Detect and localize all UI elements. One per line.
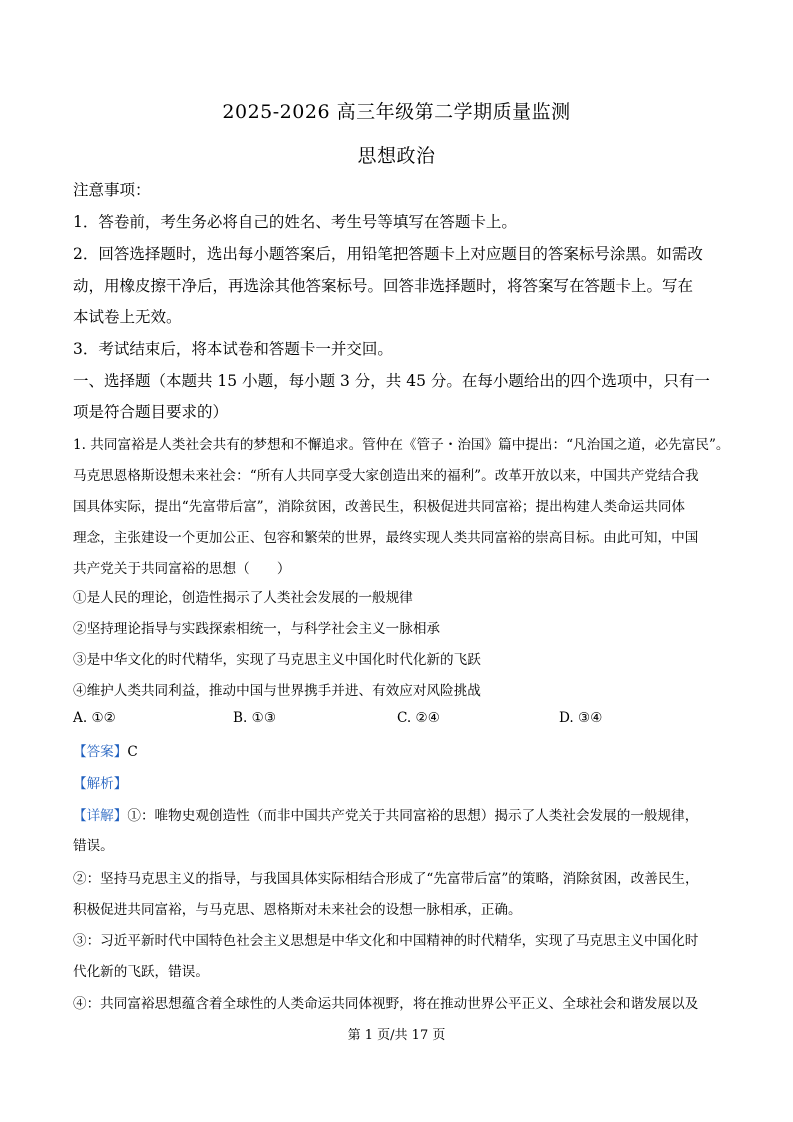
answer-value: C xyxy=(127,744,138,760)
notice-item: 本试卷上无效。 xyxy=(73,308,182,326)
analysis-label: 【解析】 xyxy=(73,776,128,792)
question-stem-line: 理念，主张建设一个更加公正、包容和繁荣的世界，最终实现人类共同富裕的崇高目标。由此可知，中国 xyxy=(73,530,699,546)
analysis-line: 【详解】①：唯物史观创造性（而非中国共产党关于共同富裕的思想）揭示了人类社会发展的一般规律， xyxy=(73,808,699,824)
analysis-line: 错误。 xyxy=(73,838,114,854)
statement-3: ③是中华文化的时代精华，实现了马克思主义中国化时代化新的飞跃 xyxy=(73,652,481,668)
analysis-line: 积极促进共同富裕，与马克思、恩格斯对未来社会的设想一脉相承，正确。 xyxy=(73,902,522,918)
statement-2: ②坚持理论指导与实践探索相统一，与科学社会主义一脉相承 xyxy=(73,621,441,637)
exam-title: 2025-2026 高三年级第二学期质量监测 xyxy=(222,101,571,123)
analysis-line: ③：习近平新时代中国特色社会主义思想是中华文化和中国精神的时代精华，实现了马克思主义中国化时 xyxy=(73,933,699,949)
option-a: A. ①② xyxy=(73,710,116,726)
section-heading: 一、选择题（本题共 15 小题，每小题 3 分，共 45 分。在每小题给出的四个选项中，只有一 xyxy=(73,372,710,390)
analysis-line: ④：共同富裕思想蕴含着全球性的人类命运共同体视野，将在推动世界公平正义、全球社会和谐发展以及 xyxy=(73,996,699,1012)
question-stem-line: 马克思恩格斯设想未来社会：“所有人共同享受大家创造出来的福利”。改革开放以来，中国共产党结合我 xyxy=(73,468,699,484)
question-stem-line: 共产党关于共同富裕的思想（ ） xyxy=(73,561,291,577)
option-d: D. ③④ xyxy=(559,710,603,726)
question-stem-line: 1. 共同富裕是人类社会共有的梦想和不懈追求。管仲在《管子・治国》篇中提出：“凡治国之道，必先富民”。 xyxy=(73,437,730,453)
notice-heading: 注意事项： xyxy=(73,181,151,199)
notice-item: 3．考试结束后，将本试卷和答题卡一并交回。 xyxy=(73,340,393,358)
answer-line xyxy=(73,740,733,760)
analysis-line: 代化新的飞跃，错误。 xyxy=(73,964,209,980)
statement-1: ①是人民的理论，创造性揭示了人类社会发展的一般规律 xyxy=(73,590,413,606)
option-c: C. ②④ xyxy=(397,710,440,726)
notice-item: 2．回答选择题时，选出每小题答案后，用铅笔把答题卡上对应题目的答案标号涂黑。如需改 xyxy=(73,245,703,263)
page-number: 第 1 页/共 17 页 xyxy=(347,1028,446,1043)
statement-4: ④维护人类共同利益，推动中国与世界携手并进、有效应对风险挑战 xyxy=(73,683,481,699)
notice-item: 1．答卷前，考生务必将自己的姓名、考生号等填写在答题卡上。 xyxy=(73,213,517,231)
section-heading-cont: 项是符合题目要求的） xyxy=(73,403,229,421)
subject-title: 思想政治 xyxy=(357,145,436,167)
answer-label: 【答案】 xyxy=(73,744,128,760)
analysis-line: ②：坚持马克思主义的指导，与我国具体实际相结合形成了“先富带后富”的策略，消除贫困，改善民生， xyxy=(73,871,699,887)
question-stem-line: 国具体实际，提出“先富带后富”，消除贫困，改善民生，积极促进共同富裕；提出构建人类命运共同体 xyxy=(73,499,686,515)
option-b: B. ①③ xyxy=(233,710,277,726)
notice-item: 动，用橡皮擦干净后，再选涂其他答案标号。回答非选择题时，将答案写在答题卡上。写在 xyxy=(73,277,694,295)
